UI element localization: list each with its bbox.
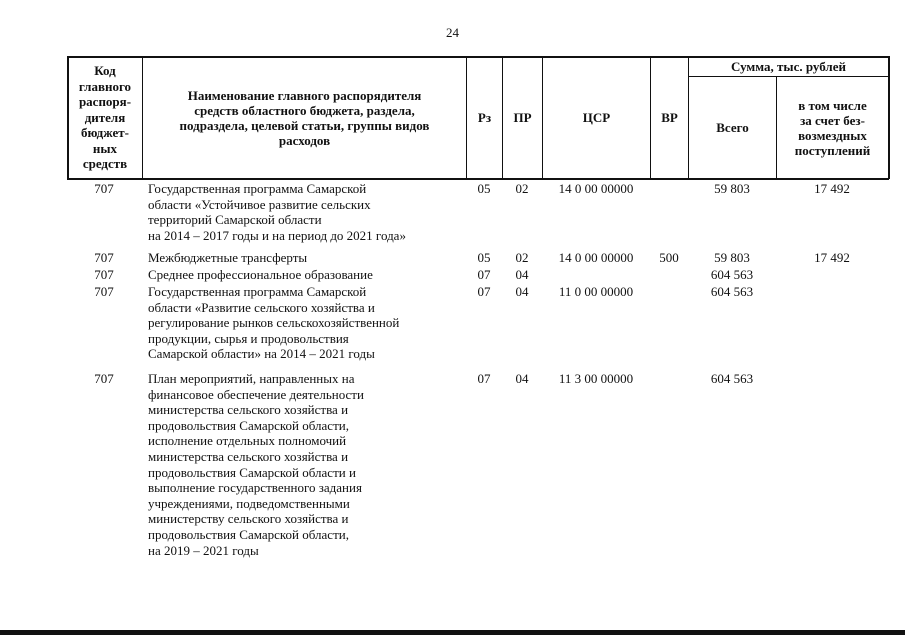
header-free: в том числе за счет без- возмездных поступлений — [794, 97, 871, 158]
cell-csr: 11 3 00 00000 — [558, 371, 634, 386]
cell-free: 17 492 — [814, 250, 850, 265]
cell-code: 707 — [94, 250, 114, 265]
cell-pr: 04 — [515, 267, 529, 282]
page-number: 24 — [446, 25, 459, 40]
cell-name: План мероприятий, направленных на финансовое обеспечение деятельности министерства сельского хозяйства и продовольствия Самарской области, исполнение отдельных полномочий министерства сельского хозяйства и продовольствия Самарской области и выполнение государственного задания учреждениями, подведомственными министерству сельского хозяйства и продовольствия Самарской области, на 2019 – 2021 годы — [148, 371, 364, 558]
cell-code: 707 — [94, 267, 114, 282]
cell-name: Среднее профессиональное образование — [148, 267, 373, 282]
scan-edge-bar — [0, 630, 905, 635]
cell-code: 707 — [94, 181, 114, 196]
table-header — [0, 0, 905, 190]
header-name: Наименование главного распорядителя средств областного бюджета, раздела, подраздела, целевой статьи, группы видов расходов — [179, 87, 430, 148]
cell-total: 59 803 — [714, 250, 750, 265]
cell-free: 17 492 — [814, 181, 850, 196]
cell-pr: 02 — [515, 250, 529, 265]
header-sum-group: Сумма, тыс. рублей — [731, 59, 846, 74]
header-vr: ВР — [661, 110, 678, 125]
cell-code: 707 — [94, 284, 114, 299]
cell-csr: 14 0 00 00000 — [558, 250, 634, 265]
cell-pr: 04 — [515, 284, 529, 299]
header-code: Код главного распоря- дителя бюджет- ных средств — [78, 63, 132, 172]
header-csr: ЦСР — [582, 110, 611, 125]
cell-pr: 02 — [515, 181, 529, 196]
cell-total: 604 563 — [710, 267, 754, 282]
cell-name: Государственная программа Самарской области «Развитие сельского хозяйства и регулирование рынков сельскохозяйственной продукции, сырья и продовольствия Самарской области» на 2014 – 2021 годы — [148, 284, 400, 362]
cell-total: 604 563 — [710, 284, 754, 299]
cell-rz: 07 — [477, 267, 491, 282]
cell-rz: 05 — [477, 250, 491, 265]
cell-code: 707 — [94, 371, 114, 386]
header-bottom-border — [67, 178, 889, 180]
cell-rz: 07 — [477, 284, 491, 299]
cell-total: 59 803 — [714, 181, 750, 196]
header-pr: ПР — [513, 110, 532, 125]
cell-rz: 07 — [477, 371, 491, 386]
cell-total: 604 563 — [710, 371, 754, 386]
cell-csr: 11 0 00 00000 — [558, 284, 634, 299]
cell-csr: 14 0 00 00000 — [558, 181, 634, 196]
header-rz: Рз — [477, 110, 492, 125]
cell-vr: 500 — [659, 250, 679, 265]
cell-rz: 05 — [477, 181, 491, 196]
cell-name: Государственная программа Самарской области «Устойчивое развитие сельских территорий Самарской области на 2014 – 2017 годы и на период до 2021 года» — [148, 181, 406, 243]
header-right-border — [888, 56, 890, 179]
cell-name: Межбюджетные трансферты — [148, 250, 308, 265]
header-total: Всего — [716, 120, 749, 135]
cell-pr: 04 — [515, 371, 529, 386]
